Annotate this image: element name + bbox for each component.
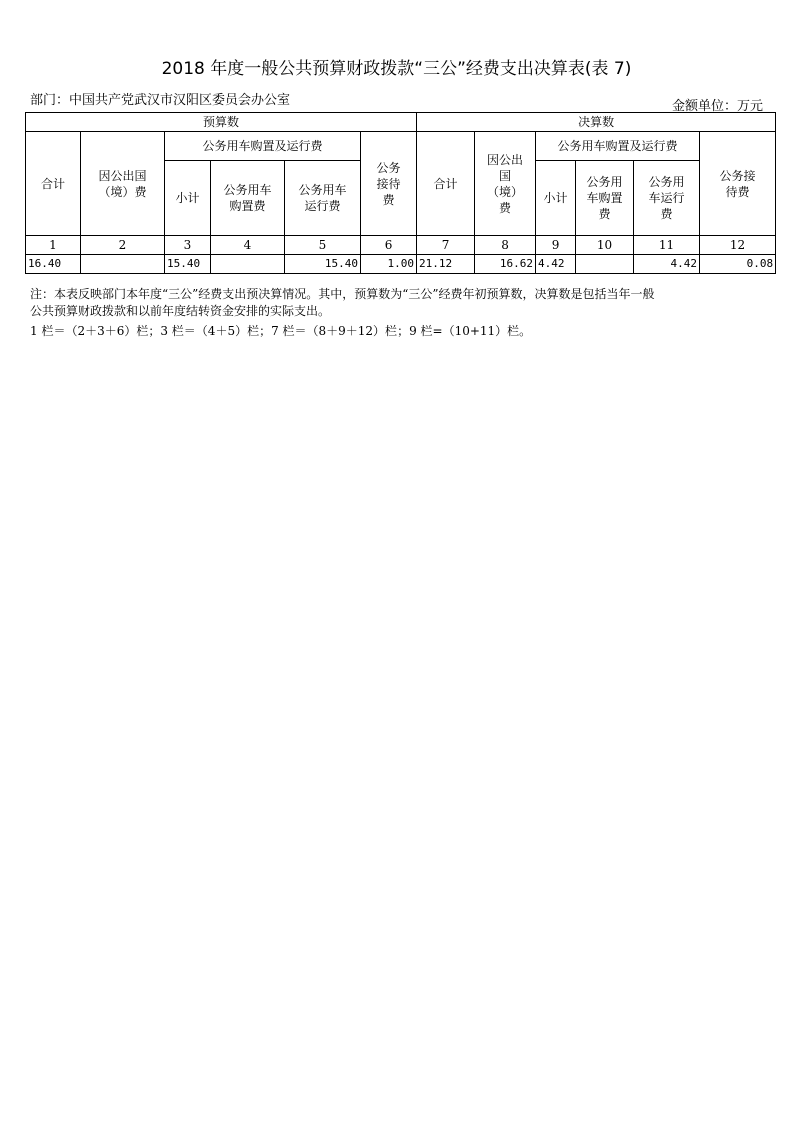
note-line-3: 1 栏＝（2＋3＋6）栏；3 栏＝（4＋5）栏；7 栏＝（8＋9＋12）栏；9 栏=（10+11）栏。 — [30, 324, 532, 338]
budget-vehicle-purchase-header — [211, 161, 285, 236]
group-header-row — [26, 113, 776, 132]
column-number: 5 — [285, 236, 361, 255]
column-number: 12 — [700, 236, 776, 255]
value-cell: 21.12 — [417, 255, 475, 274]
value-cell: 0.08 — [700, 255, 776, 274]
final-vehicle-operation-header — [634, 161, 700, 236]
value-cell: 16.40 — [26, 255, 81, 274]
header-row-2 — [26, 132, 776, 161]
column-number: 9 — [536, 236, 576, 255]
column-number: 8 — [475, 236, 536, 255]
budget-abroad-header — [81, 132, 165, 236]
final-abroad-header — [475, 132, 536, 236]
final-vehicle-purchase-header — [576, 161, 634, 236]
budget-header: 预算数 — [26, 113, 417, 132]
column-number: 3 — [165, 236, 211, 255]
final-total-header: 合计 — [417, 132, 475, 236]
value-cell — [81, 255, 165, 274]
final-vehicle-purchase-label: 公务用车购置费 — [586, 175, 623, 221]
final-header: 决算数 — [417, 113, 776, 132]
column-number: 10 — [576, 236, 634, 255]
value-cell — [211, 255, 285, 274]
value-cell: 4.42 — [634, 255, 700, 274]
final-abroad-line-3: （境） — [487, 184, 524, 199]
column-number: 11 — [634, 236, 700, 255]
column-number: 4 — [211, 236, 285, 255]
page-title: 2018 年度一般公共预算财政拨款“三公”经费支出决算表(表 7) — [161, 59, 632, 79]
budget-vehicle-operation-header — [285, 161, 361, 236]
value-cell: 16.62 — [475, 255, 536, 274]
column-number: 6 — [361, 236, 417, 255]
unit-label: 金额单位：万元 — [671, 99, 763, 114]
value-cell: 1.00 — [361, 255, 417, 274]
expenditure-table — [25, 112, 776, 274]
budget-total-header: 合计 — [26, 132, 81, 236]
budget-vehicle-purchase-label: 公务用车购置费 — [223, 183, 272, 213]
budget-reception-label: 公务接待费 — [376, 160, 401, 207]
budget-reception-header — [361, 132, 417, 236]
value-cell — [576, 255, 634, 274]
value-cell: 4.42 — [536, 255, 576, 274]
final-vehicle-operation-label: 公务用车运行费 — [648, 175, 685, 221]
budget-subtotal-header: 小计 — [165, 161, 211, 236]
department-label: 部门：中国共产党武汉市汉阳区委员会办公室 — [30, 93, 291, 108]
value-cell: 15.40 — [285, 255, 361, 274]
value-row — [26, 255, 776, 274]
note-line-1: 注：本表反映部门本年度“三公”经费支出预决算情况。其中，预算数为“三公”经费年初预算数，决算数是包括当年一般 — [30, 287, 655, 301]
budget-vehicle-group-header: 公务用车购置及运行费 — [165, 132, 361, 161]
final-abroad-line-1: 因公出 — [487, 152, 524, 167]
column-number: 1 — [26, 236, 81, 255]
column-number: 2 — [81, 236, 165, 255]
final-abroad-line-2: 国 — [499, 168, 512, 183]
value-cell: 15.40 — [165, 255, 211, 274]
final-subtotal-header: 小计 — [536, 161, 576, 236]
column-number: 7 — [417, 236, 475, 255]
final-abroad-line-4: 费 — [499, 200, 512, 215]
final-vehicle-group-header: 公务用车购置及运行费 — [536, 132, 700, 161]
budget-abroad-label: 因公出国（境）费 — [98, 168, 147, 199]
final-reception-header — [700, 132, 776, 236]
column-number-row — [26, 236, 776, 255]
budget-vehicle-operation-label: 公务用车运行费 — [298, 183, 347, 213]
note-line-2: 公共预算财政拨款和以前年度结转资金安排的实际支出。 — [30, 304, 331, 318]
final-reception-label: 公务接待费 — [719, 168, 756, 199]
